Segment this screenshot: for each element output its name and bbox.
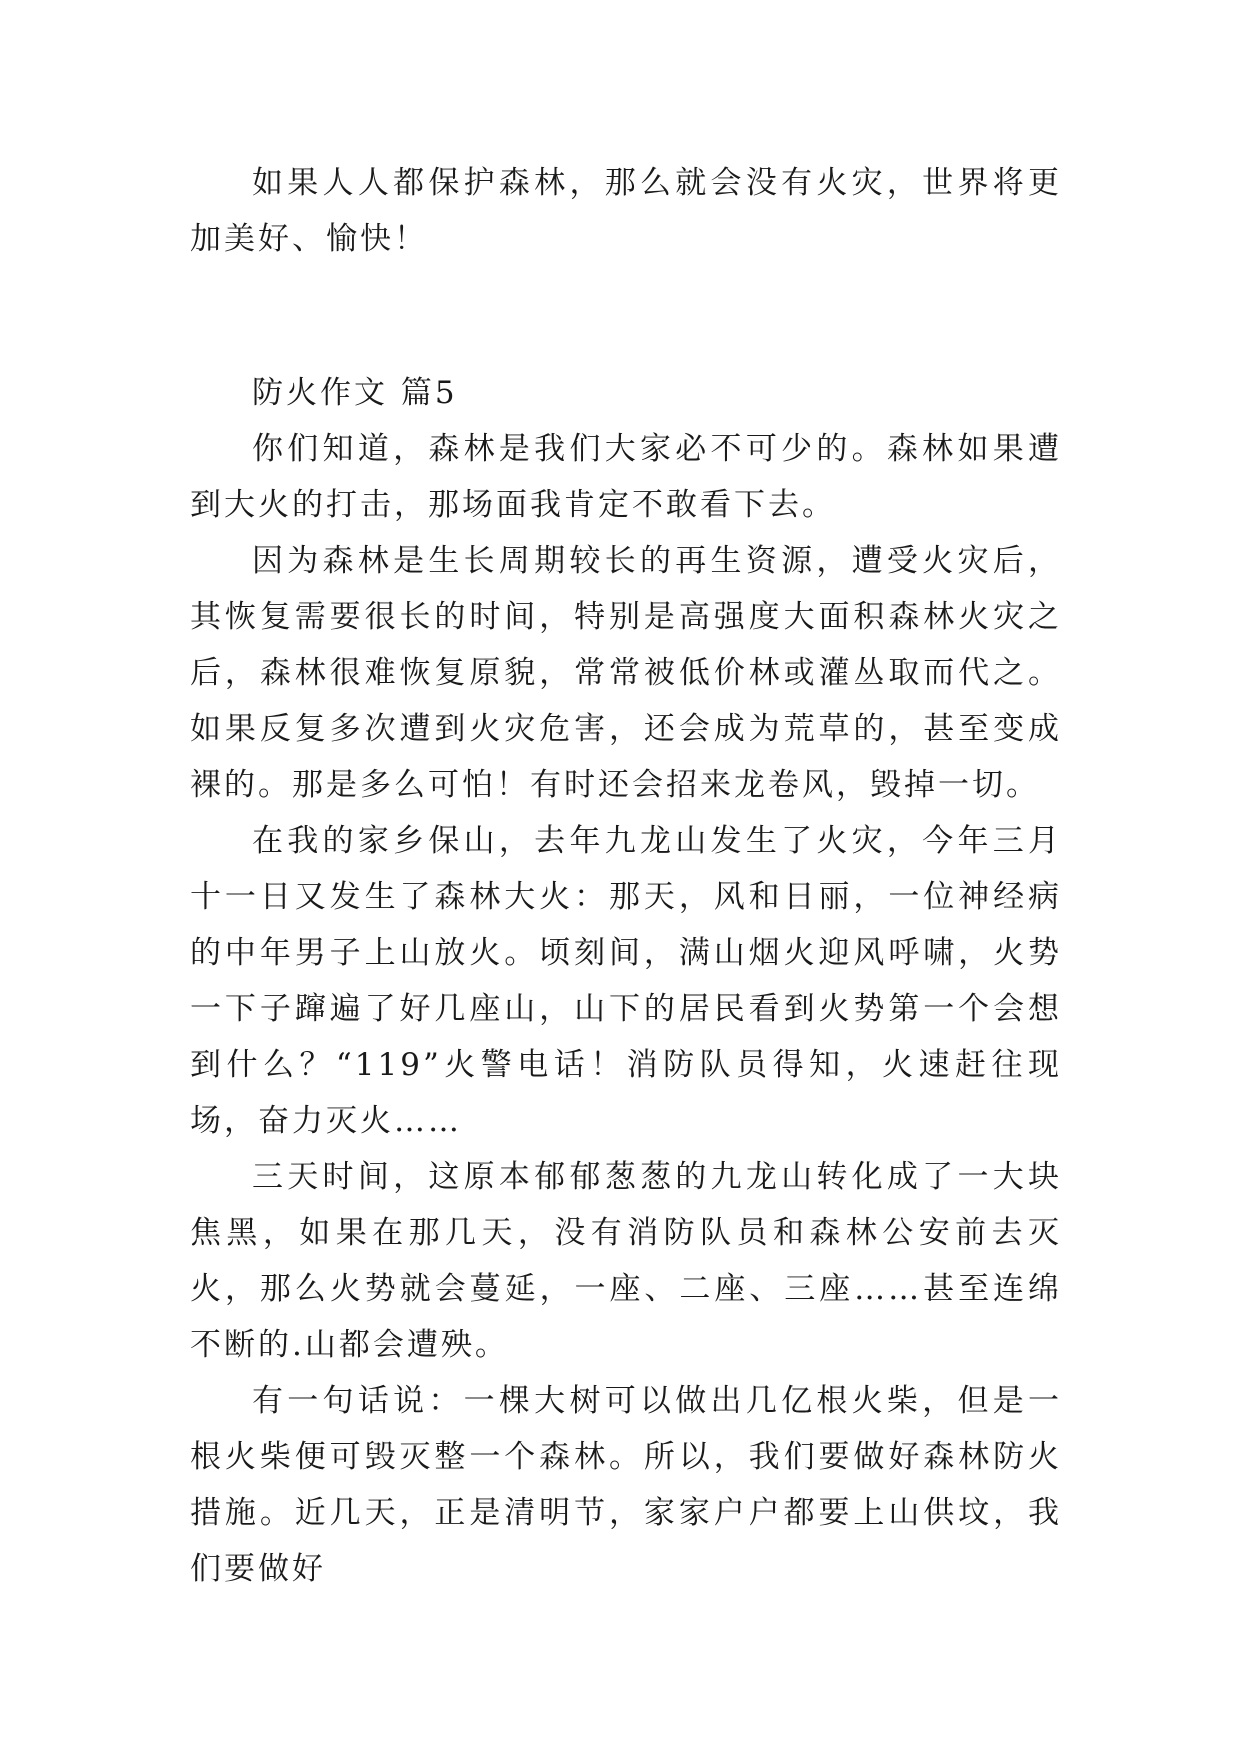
paragraph: 三天时间，这原本郁郁葱葱的九龙山转化成了一大块焦黑，如果在那几天，没有消防队员和森林公安前去灭火，那么火势就会蔓延，一座、二座、三座……甚至连绵不断的.山都会遭殃。: [190, 1159, 1062, 1363]
paragraph: 有一句话说：一棵大树可以做出几亿根火柴，但是一根火柴便可毁灭整一个森林。所以，我们要做好森林防火措施。近几天，正是清明节，家家户户都要上山供坟，我们要做好: [190, 1383, 1062, 1587]
paragraph-closing: 如果人人都保护森林，那么就会没有火灾，世界将更加美好、愉快！: [190, 165, 1062, 257]
section-heading: 防火作文 篇5: [252, 375, 458, 411]
paragraph: 因为森林是生长周期较长的再生资源，遭受火灾后，其恢复需要很长的时间，特别是高强度大面积森林火灾之后，森林很难恢复原貌，常常被低价林或灌丛取而代之。如果反复多次遭到火灾危害，还会成为荒草的，甚至变成裸的。那是多么可怕！有时还会招来龙卷风，毁掉一切。: [190, 543, 1062, 803]
paragraph: 在我的家乡保山，去年九龙山发生了火灾，今年三月十一日又发生了森林大火：那天，风和日丽，一位神经病的中年男子上山放火。顷刻间，满山烟火迎风呼啸，火势一下子蹿遍了好几座山，山下的居民看到火势第一个会想到什么？“119”火警电话！消防队员得知，火速赶往现场，奋力灭火……: [190, 823, 1062, 1139]
paragraph: 你们知道，森林是我们大家必不可少的。森林如果遭到大火的打击，那场面我肯定不敢看下去。: [190, 431, 1062, 523]
document-body: [190, 155, 1062, 1597]
